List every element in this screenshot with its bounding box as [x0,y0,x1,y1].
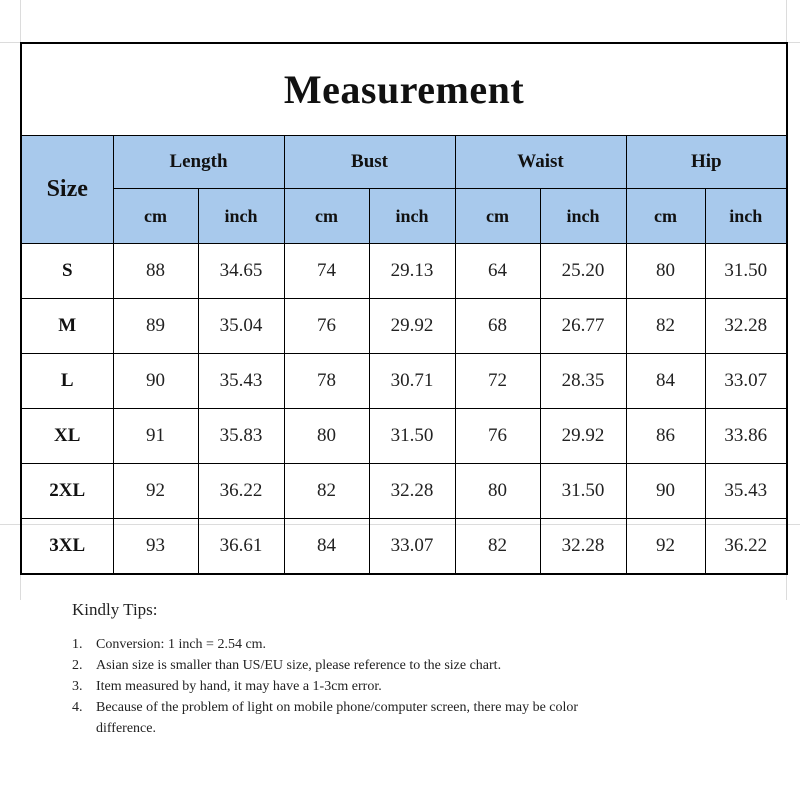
value-cell: 33.07 [705,354,787,409]
tip-text: Because of the problem of light on mobile phone/computer screen, there may be color difference. [96,700,579,736]
value-cell: 82 [284,464,369,519]
unit-header: cm [626,189,705,244]
tip-number: 4. [72,700,83,715]
value-cell: 32.28 [540,519,626,575]
value-cell: 29.13 [369,244,455,299]
value-cell: 33.86 [705,409,787,464]
bust-header: Bust [284,136,455,189]
value-cell: 89 [113,299,198,354]
unit-header: inch [705,189,787,244]
value-cell: 93 [113,519,198,575]
value-cell: 74 [284,244,369,299]
value-cell: 36.22 [198,464,284,519]
size-chart-table [20,42,788,575]
value-cell: 92 [626,519,705,575]
header-unit-row [21,189,787,244]
unit-header: inch [540,189,626,244]
value-cell: 31.50 [705,244,787,299]
table-row [21,299,787,354]
value-cell: 28.35 [540,354,626,409]
value-cell: 90 [113,354,198,409]
list-item [72,634,632,655]
tip-text: Conversion: 1 inch = 2.54 cm. [96,637,267,652]
value-cell: 35.83 [198,409,284,464]
value-cell: 78 [284,354,369,409]
value-cell: 64 [455,244,540,299]
value-cell: 80 [284,409,369,464]
waist-header: Waist [455,136,626,189]
tips-title: Kindly Tips: [72,600,158,619]
size-cell: 2XL [21,464,113,519]
table-row [21,464,787,519]
kindly-tips [72,600,632,739]
value-cell: 35.43 [705,464,787,519]
value-cell: 82 [455,519,540,575]
value-cell: 68 [455,299,540,354]
unit-header: cm [284,189,369,244]
tip-text: Item measured by hand, it may have a 1-3cm error. [96,679,382,694]
value-cell: 82 [626,299,705,354]
tip-number: 1. [72,637,83,652]
value-cell: 29.92 [540,409,626,464]
size-cell: XL [21,409,113,464]
unit-header: inch [369,189,455,244]
value-cell: 32.28 [705,299,787,354]
size-cell: L [21,354,113,409]
chart-title: Measurement [21,43,787,136]
value-cell: 33.07 [369,519,455,575]
size-cell: M [21,299,113,354]
size-chart [20,42,786,575]
tip-number: 2. [72,658,83,673]
value-cell: 76 [455,409,540,464]
value-cell: 72 [455,354,540,409]
value-cell: 76 [284,299,369,354]
value-cell: 29.92 [369,299,455,354]
tip-number: 3. [72,679,83,694]
value-cell: 34.65 [198,244,284,299]
tips-list [72,634,632,739]
value-cell: 86 [626,409,705,464]
value-cell: 90 [626,464,705,519]
value-cell: 35.43 [198,354,284,409]
value-cell: 84 [284,519,369,575]
list-item [72,676,632,697]
size-cell: S [21,244,113,299]
value-cell: 36.22 [705,519,787,575]
value-cell: 35.04 [198,299,284,354]
table-row [21,409,787,464]
value-cell: 30.71 [369,354,455,409]
table-row [21,244,787,299]
length-header: Length [113,136,284,189]
list-item [72,655,632,676]
value-cell: 25.20 [540,244,626,299]
table-row [21,354,787,409]
value-cell: 88 [113,244,198,299]
value-cell: 92 [113,464,198,519]
size-cell: 3XL [21,519,113,575]
unit-header: inch [198,189,284,244]
value-cell: 36.61 [198,519,284,575]
table-row [21,519,787,575]
value-cell: 26.77 [540,299,626,354]
header-group-row [21,136,787,189]
hip-header: Hip [626,136,787,189]
value-cell: 31.50 [540,464,626,519]
value-cell: 84 [626,354,705,409]
tip-text: Asian size is smaller than US/EU size, please reference to the size chart. [96,658,502,673]
value-cell: 80 [626,244,705,299]
size-header: Size [21,136,113,244]
value-cell: 31.50 [369,409,455,464]
value-cell: 91 [113,409,198,464]
unit-header: cm [455,189,540,244]
unit-header: cm [113,189,198,244]
list-item [72,697,632,739]
value-cell: 32.28 [369,464,455,519]
value-cell: 80 [455,464,540,519]
